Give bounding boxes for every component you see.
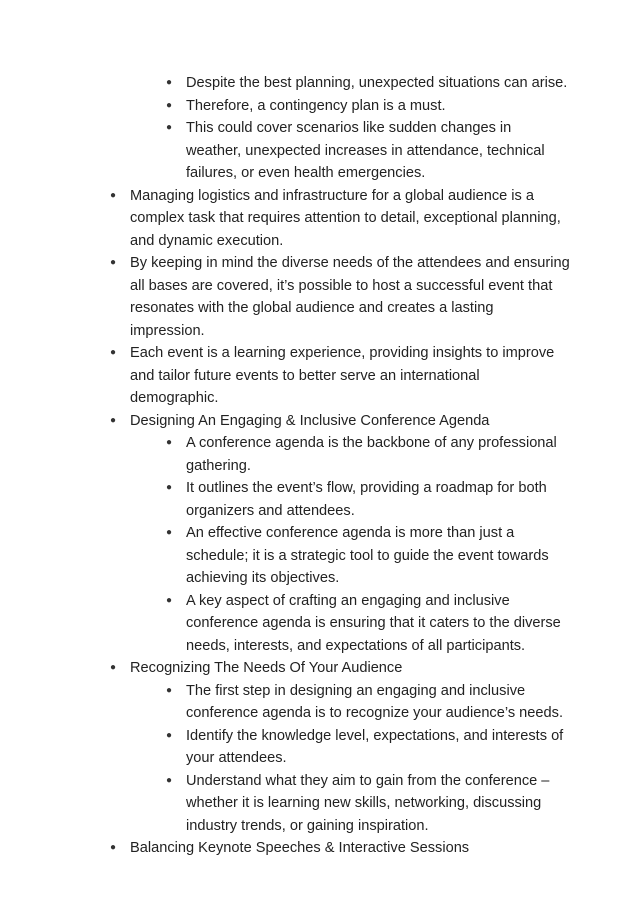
sub-list-item bbox=[166, 72, 570, 95]
bullet-icon: ● bbox=[110, 842, 117, 853]
bullet-icon: ● bbox=[110, 189, 117, 201]
list-item bbox=[110, 252, 570, 342]
bullet-icon: ● bbox=[110, 257, 117, 268]
sub-list-item bbox=[166, 590, 570, 658]
list-item-text: A conference agenda is the backbone of any professional gathering. bbox=[186, 435, 557, 474]
list-item bbox=[110, 657, 570, 680]
list-item-text: Therefore, a contingency plan is a must. bbox=[186, 97, 446, 114]
sub-list-item bbox=[166, 432, 570, 477]
sub-list-item bbox=[166, 770, 570, 838]
list-item-text: Balancing Keynote Speeches & Interactive Sessions bbox=[130, 840, 470, 856]
list-item-text: The first step in designing an engaging and inclusive conference agenda is to recognize your audience’s needs. bbox=[186, 682, 563, 721]
bullet-icon: ● bbox=[166, 77, 173, 88]
bullet-icon: ● bbox=[166, 527, 173, 538]
bullet-icon: ● bbox=[166, 122, 173, 133]
bullet-icon: ● bbox=[166, 684, 173, 696]
list-item-text: A key aspect of crafting an engaging and inclusive conference agenda is ensuring that it caters to the diverse needs, interests, and expectations of all participants. bbox=[186, 592, 561, 654]
list-item-text: It outlines the event’s flow, providing a roadmap for both organizers and attendees. bbox=[186, 480, 547, 519]
list-item-text: Designing An Engaging & Inclusive Conference Agenda bbox=[130, 412, 490, 429]
sub-list-item bbox=[166, 725, 570, 770]
list-item-text: Identify the knowledge level, expectations, and interests of your attendees. bbox=[186, 727, 564, 766]
sub-list-item bbox=[166, 117, 570, 185]
bullet-icon: ● bbox=[166, 729, 173, 741]
bullet-icon: ● bbox=[110, 414, 117, 426]
bullet-icon: ● bbox=[166, 437, 173, 448]
list-item bbox=[110, 342, 570, 410]
list-item-text: Managing logistics and infrastructure for a global audience is a complex task that requires attention to detail, exceptional planning, and dynamic execution. bbox=[130, 187, 561, 249]
bullet-list bbox=[0, 72, 638, 860]
bullet-icon: ● bbox=[110, 662, 117, 673]
bullet-icon: ● bbox=[110, 347, 117, 358]
list-item-text: Recognizing The Needs Of Your Audience bbox=[130, 660, 403, 676]
list-item-text: Understand what they aim to gain from the conference – whether it is learning new skills, networking, discussing industry trends, or gaining inspiration. bbox=[186, 772, 550, 834]
list-item-text: Each event is a learning experience, providing insights to improve and tailor future events to better serve an international demographic. bbox=[130, 345, 555, 406]
sub-list-item bbox=[166, 680, 570, 725]
sub-list-item bbox=[166, 95, 570, 118]
sub-list-item bbox=[166, 477, 570, 522]
bullet-icon: ● bbox=[166, 482, 173, 493]
sub-list-item bbox=[166, 522, 570, 590]
bullet-icon: ● bbox=[166, 594, 173, 606]
list-item bbox=[110, 837, 570, 860]
bullet-icon: ● bbox=[166, 99, 173, 111]
list-item-text: By keeping in mind the diverse needs of the attendees and ensuring all bases are covered, it’s possible to host a successful event that resonates with the global audience and creates a lasting impression. bbox=[130, 255, 570, 339]
list-item-text: This could cover scenarios like sudden changes in weather, unexpected increases in attendance, technical failures, or even health emergencies. bbox=[186, 120, 545, 181]
list-item-text: Despite the best planning, unexpected situations can arise. bbox=[186, 75, 568, 91]
list-item-text: An effective conference agenda is more than just a schedule; it is a strategic tool to guide the event towards achieving its objectives. bbox=[186, 525, 549, 586]
list-item bbox=[110, 410, 570, 433]
bullet-icon: ● bbox=[166, 774, 173, 786]
list-item bbox=[110, 185, 570, 253]
